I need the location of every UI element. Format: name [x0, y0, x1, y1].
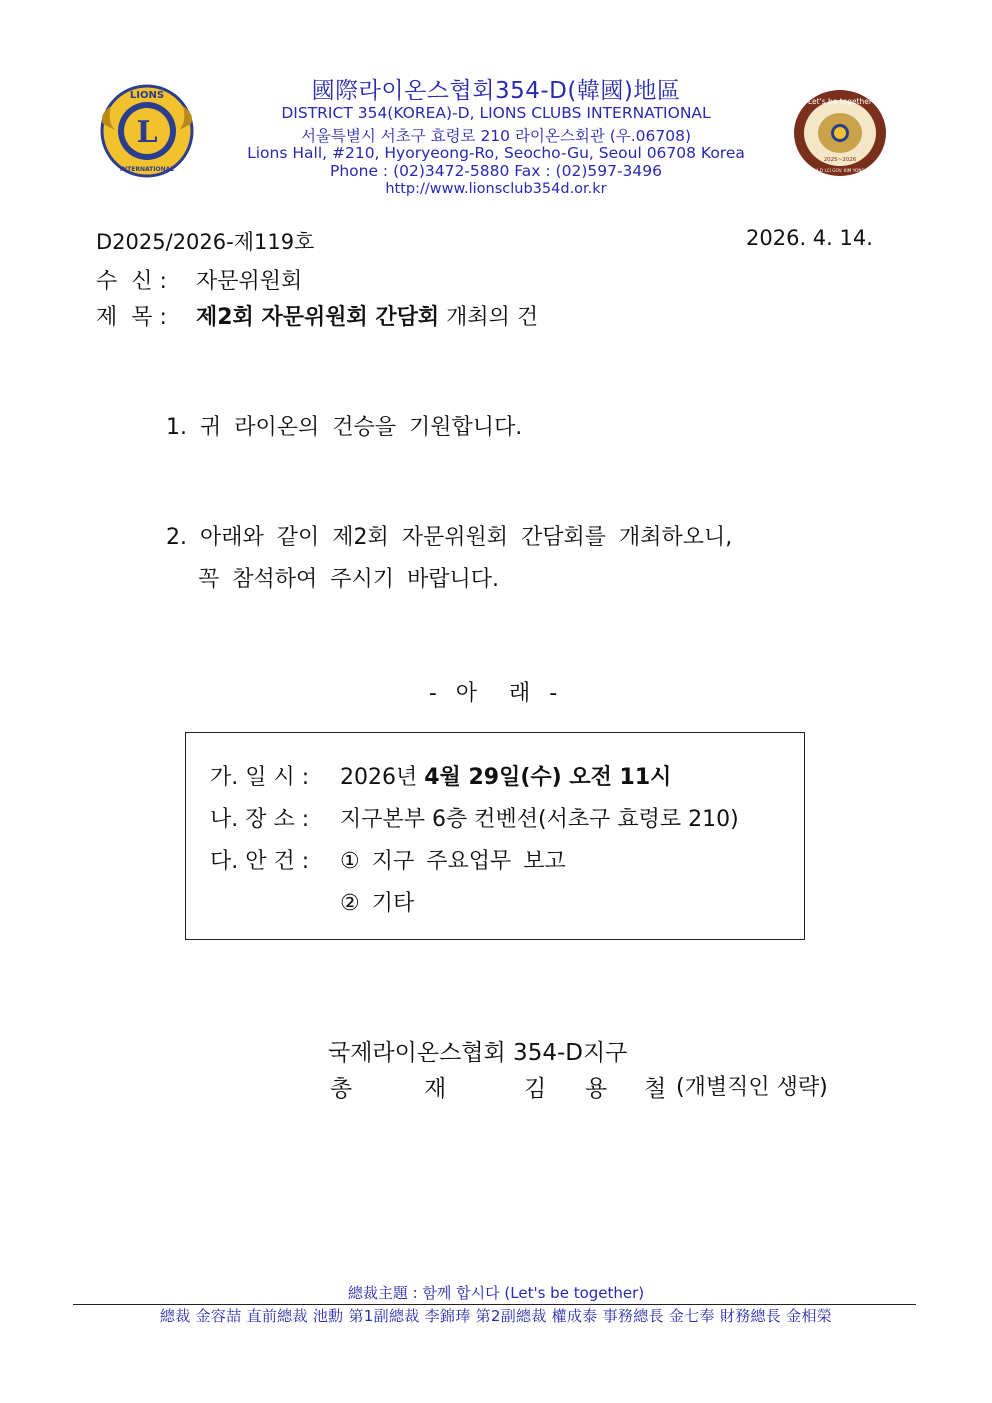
subject-rest: 개최의 건: [446, 305, 539, 330]
svg-text:Let's be together: Let's be together: [807, 97, 873, 106]
subject-label: 제 목 :: [96, 305, 167, 330]
svg-text:INTERNATIONAL: INTERNATIONAL: [119, 166, 175, 173]
org-url[interactable]: http://www.lionsclub354d.or.kr: [385, 181, 607, 197]
recipient: 자문위원회: [196, 269, 303, 294]
signature-org: 국제라이온스협회 354-D지구: [328, 1040, 628, 1066]
doc-date: 2026. 4. 14.: [746, 226, 873, 250]
place-label: 나. 장 소 :: [210, 807, 310, 832]
recipient-label: 수 신 :: [96, 269, 167, 294]
doc-number: D2025/2026-제119호: [96, 230, 315, 254]
below-heading: - 아 래 -: [428, 681, 564, 706]
subject-bold: 제2회 자문위원회 간담회: [196, 305, 440, 330]
agenda-item-1: ① 지구 주요업무 보고: [340, 849, 566, 874]
svg-text:2025~2026: 2025~2026: [823, 157, 857, 163]
signature-title-2: 재: [424, 1076, 447, 1102]
org-address-en: Lions Hall, #210, Hyoryeong-Ro, Seocho-Gu, Seoul 06708 Korea: [247, 144, 745, 162]
footer-theme: 總裁主題 : 함께 합시다 (Let's be together): [347, 1284, 645, 1302]
paragraph-2-line-2: 꼭 참석하여 주시기 바랍니다.: [198, 567, 499, 592]
signature-name-3: 철: [644, 1076, 667, 1102]
org-name-en: DISTRICT 354(KOREA)-D, LIONS CLUBS INTERNATIONAL: [281, 104, 711, 122]
agenda-item-2: ② 기타: [340, 891, 415, 916]
org-title: 國際라이온스협회354-D(韓國)地區: [311, 78, 681, 104]
agenda-label: 다. 안 건 :: [210, 849, 310, 874]
svg-text:L: L: [136, 115, 158, 150]
org-phone: Phone : (02)3472-5880 Fax : (02)597-3496: [329, 162, 662, 180]
signature-title-1: 총: [330, 1076, 353, 1102]
footer-staff: 總裁 金容喆 直前總裁 池勳 第1副總裁 李錦琫 第2副總裁 權成泰 事務總長 金七奉 財務總長 金相榮: [159, 1307, 833, 1325]
date-year: 2026년: [340, 765, 418, 790]
signature-name-2: 용: [585, 1076, 608, 1102]
svg-text:LIONS: LIONS: [129, 90, 165, 101]
date-value: [340, 760, 671, 791]
place-value: 지구본부 6층 컨벤션(서초구 효령로 210): [340, 807, 739, 832]
paragraph-2-line-1: 2. 아래와 같이 제2회 자문위원회 간담회를 개최하오니,: [166, 525, 733, 550]
subject: [196, 300, 538, 331]
signature-note: (개별직인 생략): [676, 1075, 828, 1100]
date-bold: 4월 29일(수) 오전 11시: [424, 765, 672, 790]
svg-text:DIST 354-D LCI GOV. KIM YONG-C: DIST 354-D LCI GOV. KIM YONG-CHEOL: [799, 168, 881, 173]
org-address-ko: 서울특별시 서초구 효령로 210 라이온스회관 (우.06708): [300, 127, 692, 145]
signature-name-1: 김: [524, 1076, 547, 1102]
paragraph-1: 1. 귀 라이온의 건승을 기원합니다.: [166, 415, 523, 440]
date-label: 가. 일 시 :: [210, 765, 310, 790]
